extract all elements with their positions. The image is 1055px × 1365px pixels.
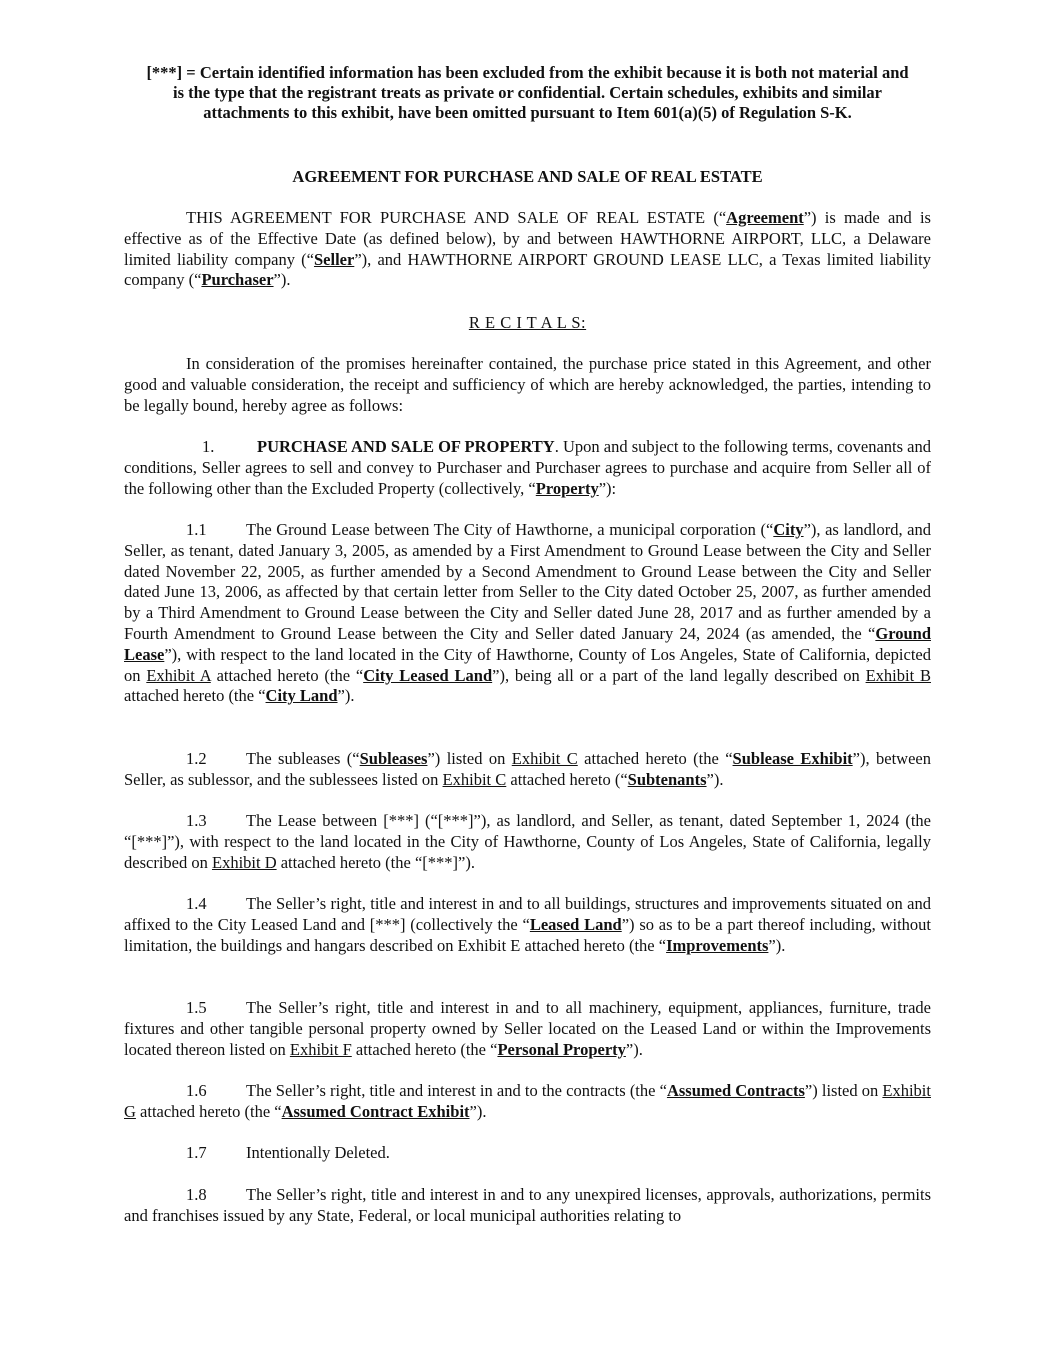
section-1-2-paragraph: 1.2 The subleases (“Subleases”) listed on Exhibit C attached hereto (the “Sublease Exhibit”), between Seller, as sublessor, and the sublessees listed on Exhibit C attached hereto (“Subtenants”). [124, 749, 931, 789]
defined-term-property: Property [535, 478, 599, 498]
section-1-paragraph: 1. PURCHASE AND SALE OF PROPERTY. Upon and subject to the following terms, covenants and conditions, Seller agrees to sell and convey to Purchaser and Purchaser agrees to purchase and acquire from Seller all of the following other than the Excluded Property (collectively, “Property”): [124, 437, 931, 498]
section-number: 1.4 [186, 894, 207, 913]
defined-term-personal-property: Personal Property [497, 1039, 626, 1059]
defined-term-leased-land: Leased Land [529, 914, 622, 934]
section-heading: PURCHASE AND SALE OF PROPERTY [257, 437, 555, 456]
section-1-4-paragraph: 1.4 The Seller’s right, title and interest in and to all buildings, structures and improvements situated on and affixed to the City Leased Land and [***] (collectively the “Leased Land”) so as to be a part thereof including, without limitation, the buildings and hangars described on Exhibit E attached hereto (the “Improvements”). [124, 894, 932, 955]
defined-term-subleases: Subleases [359, 749, 428, 768]
section-number: 1.6 [186, 1081, 207, 1100]
notice-line-1: [***] = Certain identified information has been excluded from the exhibit because it is both not material and [146, 63, 909, 82]
defined-term-ground-lease: Ground Lease [124, 623, 931, 664]
defined-term-assumed-contracts: Assumed Contracts [666, 1081, 805, 1100]
exhibit-b-reference: Exhibit B [865, 665, 931, 685]
section-number: 1.7 [186, 1143, 207, 1162]
section-number: 1.3 [186, 811, 207, 830]
defined-term-city: City [773, 520, 804, 539]
defined-term-city-leased-land: City Leased Land [363, 665, 493, 685]
section-1-5-paragraph: 1.5 The Seller’s right, title and interest in and to all machinery, equipment, appliances, furniture, trade fixtures and other tangible personal property owned by Seller located on the Leased Land or within the Improvements located thereon listed on Exhibit F attached hereto (the “Personal Property”). [124, 998, 931, 1059]
section-number: 1. [202, 437, 215, 456]
section-1-6-paragraph: 1.6 The Seller’s right, title and interest in and to the contracts (the “Assumed Contracts”) listed on Exhibit G attached hereto (the “Assumed Contract Exhibit”). [124, 1081, 931, 1121]
section-1-7-paragraph: 1.7 Intentionally Deleted. [186, 1143, 390, 1162]
exhibit-c-reference: Exhibit C [442, 769, 507, 789]
defined-term-purchaser: Purchaser [201, 270, 274, 290]
defined-term-agreement: Agreement [726, 208, 804, 227]
defined-term-city-land: City Land [265, 686, 338, 706]
confidentiality-notice [122, 63, 933, 123]
intro-paragraph: THIS AGREEMENT FOR PURCHASE AND SALE OF REAL ESTATE (“Agreement”) is made and is effective as of the Effective Date (as defined below), by and between HAWTHORNE AIRPORT, LLC, a Delaware limited liability company (“Seller”), and HAWTHORNE AIRPORT GROUND LEASE LLC, a Texas limited liability company (“Purchaser”). [124, 208, 932, 290]
document-title: AGREEMENT FOR PURCHASE AND SALE OF REAL ESTATE [292, 167, 763, 186]
defined-term-subtenants: Subtenants [627, 769, 707, 789]
exhibit-f-reference: Exhibit F [289, 1039, 352, 1059]
consideration-paragraph: In consideration of the promises hereinafter contained, the purchase price stated in this Agreement, and other good and valuable consideration, the receipt and sufficiency of which are hereby acknowledged, the parties, intending to be legally bound, hereby agree as follows: [124, 354, 931, 415]
notice-line-3: attachments to this exhibit, have been omitted pursuant to Item 601(a)(5) of Regulation S-K. [203, 103, 852, 122]
section-number: 1.1 [186, 520, 207, 539]
exhibit-d-reference: Exhibit D [211, 852, 277, 872]
defined-term-seller: Seller [313, 249, 355, 269]
section-1-3-paragraph: 1.3 The Lease between [***] (“[***]”), as landlord, and Seller, as tenant, dated September 1, 2024 (the “[***]”), with respect to the land located in the City of Hawthorne, County of Los Angeles, State of California, legally described on Exhibit D attached hereto (the “[***]”). [124, 811, 931, 872]
exhibit-c-reference: Exhibit C [511, 749, 578, 768]
exhibit-g-reference: Exhibit G [124, 1081, 931, 1121]
recitals-heading: R E C I T A L S: [468, 313, 587, 332]
exhibit-a-reference: Exhibit A [146, 665, 211, 685]
defined-term-improvements: Improvements [666, 935, 769, 955]
section-number: 1.5 [186, 998, 207, 1017]
notice-line-2: is the type that the registrant treats as private or confidential. Certain schedules, exhibits and similar [172, 83, 882, 102]
defined-term-sublease-exhibit: Sublease Exhibit [732, 749, 853, 768]
section-number: 1.2 [186, 749, 207, 768]
section-1-8-paragraph: 1.8 The Seller’s right, title and interest in and to any unexpired licenses, approvals, authorizations, permits and franchises issued by any State, Federal, or local municipal authorities relating to [124, 1185, 931, 1225]
section-1-1-paragraph: 1.1 The Ground Lease between The City of Hawthorne, a municipal corporation (“City”), as landlord, and Seller, as tenant, dated January 3, 2005, as amended by a First Amendment to Ground Lease between the City and Seller dated November 22, 2005, as further amended by a Second Amendment to Ground Lease between the City and Seller dated June 13, 2006, as affected by that certain letter from Seller to the City dated October 25, 2007, as further amended by a Third Amendment to Ground Lease between the City and Seller dated June 28, 2017 and as further amended by a Fourth Amendment to Ground Lease between the City and Seller dated January 24, 2024 (as amended, the “Ground Lease”), with respect to the land located in the City of Hawthorne, County of Los Angeles, State of California, depicted on Exhibit A attached hereto (the “City Leased Land”), being all or a part of the land legally described on Exhibit B attached hereto (the “City Land”). [124, 520, 932, 706]
defined-term-assumed-contract-exhibit: Assumed Contract Exhibit [281, 1101, 470, 1121]
section-number: 1.8 [186, 1185, 207, 1204]
